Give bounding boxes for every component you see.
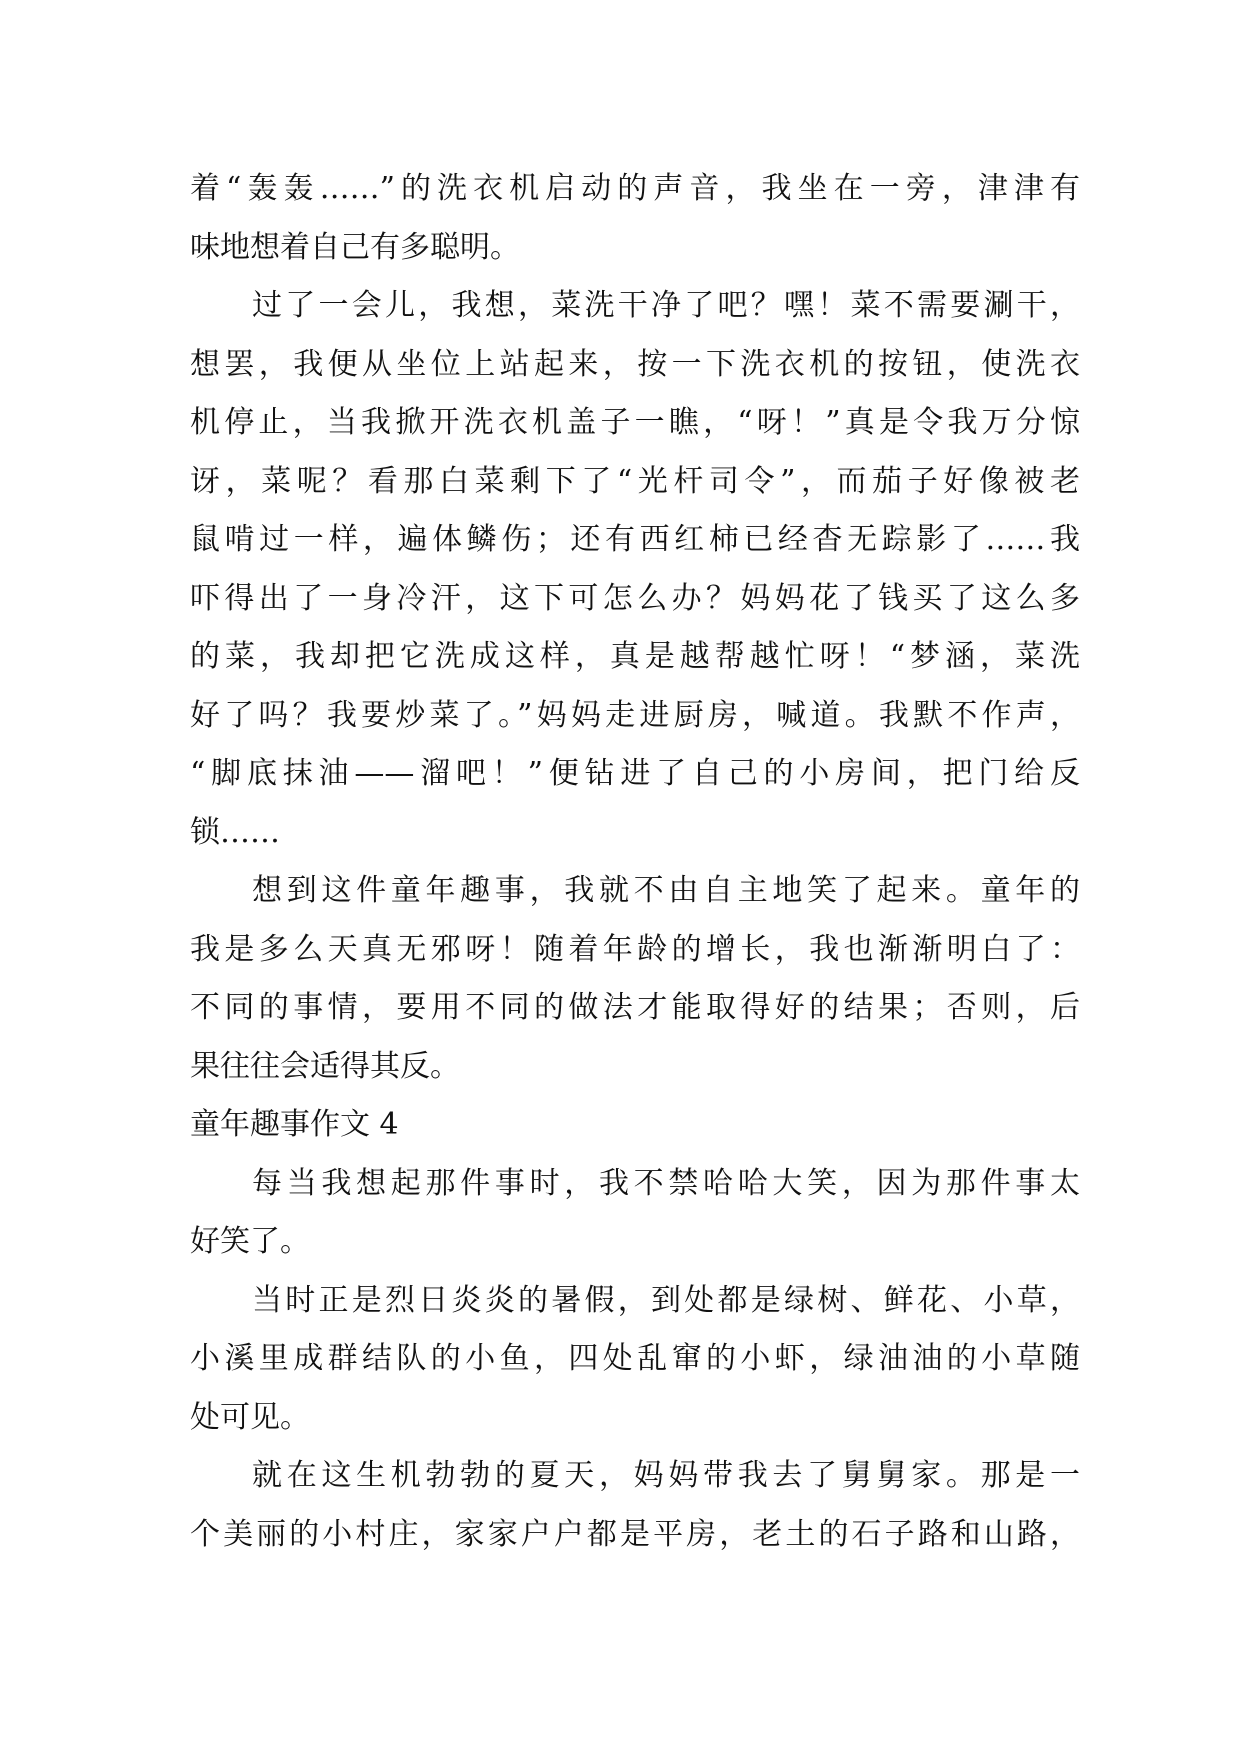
section-heading: 童年趣事作文 4: [190, 1107, 399, 1142]
text-line: 着“轰轰……”的洗衣机启动的声音，我坐在一旁，津津有: [190, 171, 1080, 206]
text-line: 我是多么天真无邪呀！随着年龄的增长，我也渐渐明白了：: [190, 931, 1080, 967]
text-line: 锁……: [190, 814, 280, 850]
text-line: 不同的事情，要用不同的做法才能取得好的结果；否则，后: [190, 990, 1080, 1025]
text-line: “脚底抹油——溜吧！”便钻进了自己的小房间，把门给反: [190, 756, 1080, 791]
text-line: 小溪里成群结队的小鱼，四处乱窜的小虾，绿油油的小草随: [190, 1341, 1080, 1376]
text-line: 机停止，当我掀开洗衣机盖子一瞧，“呀！”真是令我万分惊: [190, 405, 1080, 440]
text-line: 的菜，我却把它洗成这样，真是越帮越忙呀！“梦涵，菜洗: [190, 639, 1080, 674]
text-line: 果往往会适得其反。: [190, 1048, 460, 1084]
text-line: 吓得出了一身冷汗，这下可怎么办？妈妈花了钱买了这么多: [190, 580, 1080, 616]
text-line: 好了吗？我要炒菜了。”妈妈走进厨房，喊道。我默不作声，: [190, 697, 1080, 733]
text-line: 讶，菜呢？看那白菜剩下了“光杆司令”，而茄子好像被老: [190, 463, 1080, 499]
paragraph-start-line: 每当我想起那件事时，我不禁哈哈大笑，因为那件事太: [252, 1165, 1080, 1201]
paragraph-start-line: 想到这件童年趣事，我就不由自主地笑了起来。童年的: [252, 873, 1080, 908]
paragraph-start-line: 过了一会儿，我想，菜洗干净了吧？嘿！菜不需要涮干，: [252, 288, 1080, 323]
text-line: 鼠啃过一样，遍体鳞伤；还有西红柿已经杳无踪影了……我: [190, 522, 1080, 557]
text-line: 处可见。: [190, 1399, 310, 1435]
text-line: 想罢，我便从坐位上站起来，按一下洗衣机的按钮，使洗衣: [190, 346, 1080, 382]
text-line: 个美丽的小村庄，家家户户都是平房，老土的石子路和山路，: [190, 1516, 1080, 1552]
essay-text: [190, 160, 1080, 1564]
paragraph-start-line: 当时正是烈日炎炎的暑假，到处都是绿树、鲜花、小草，: [252, 1282, 1080, 1318]
text-line: 好笑了。: [190, 1224, 310, 1259]
paragraph-start-line: 就在这生机勃勃的夏天，妈妈带我去了舅舅家。那是一: [252, 1458, 1080, 1493]
text-line: 味地想着自己有多聪明。: [190, 229, 520, 265]
